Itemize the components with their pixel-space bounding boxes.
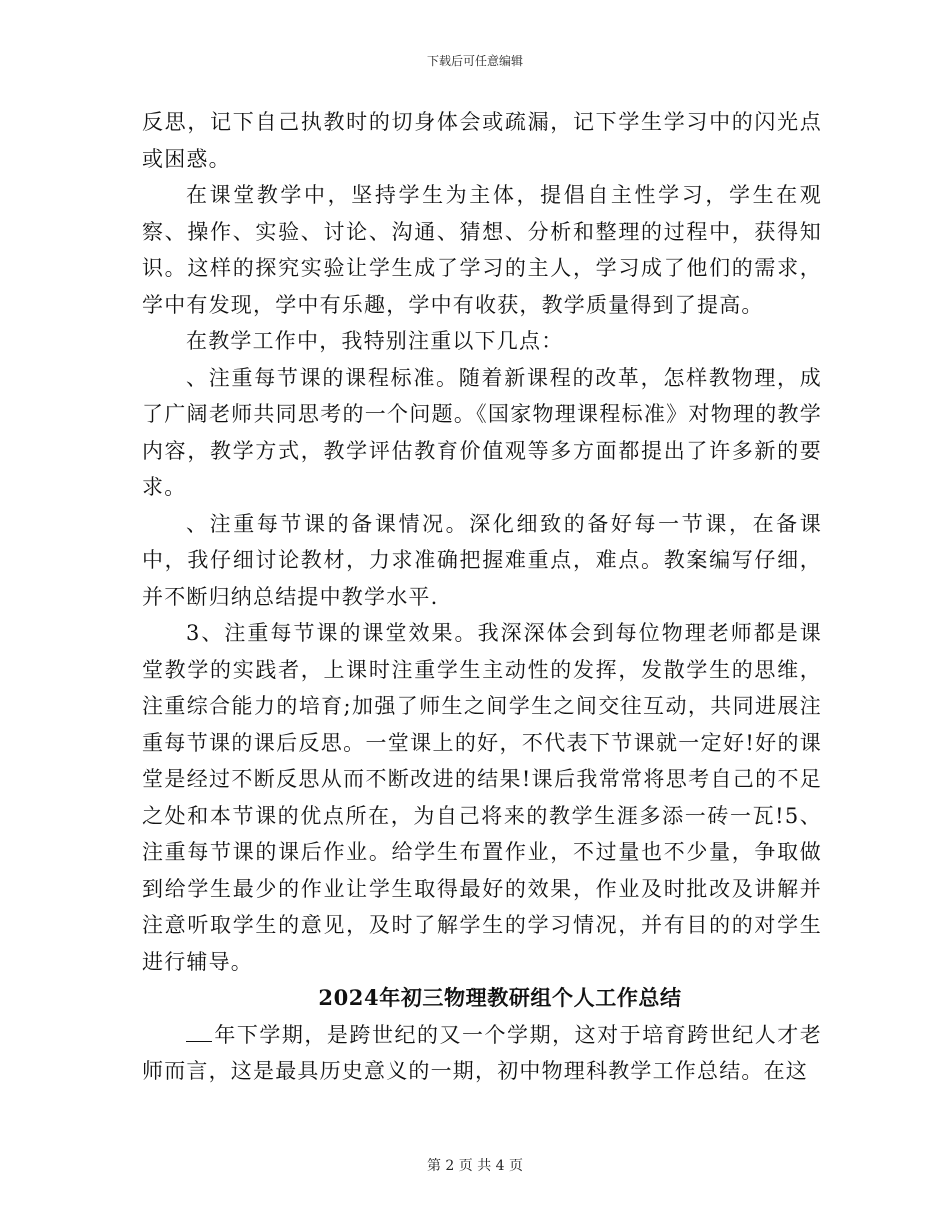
- paragraph-student-centered: 在课堂教学中，坚持学生为主体，提倡自主性学习，学生在观察、操作、实验、讨论、沟通、猜想、分析和整理的过程中，获得知识。这样的探究实验让学生成了学习的主人，学习成了他们的需求，学中有发现，学中有乐趣，学中有收获，教学质量得到了提高。: [142, 183, 822, 317]
- page-number-footer: 第 2 页 共 4 页: [426, 1158, 524, 1174]
- paragraph-classroom-effect: 3、注重每节课的课堂效果。我深深体会到每位物理老师都是课堂教学的实践者，上课时注重学生主动性的发挥，发散学生的思维，注重综合能力的培育;加强了师生之间学生之间交往互动，共同进展注重每节课的课后反思。一堂课上的好，不代表下节课就一定好!好的课堂是经过不断反思从而不断改进的结果!课后我常常将思考自己的不足之处和本节课的优点所在，为自己将来的教学生涯多添一砖一瓦!5、注重每节课的课后作业。给学生布置作业，不过量也不少量，争取做到给学生最少的作业让学生取得最好的效果，作业及时批改及讲解并注意听取学生的意见，及时了解学生的学习情况，并有目的的对学生进行辅导。: [142, 621, 822, 974]
- section-title: 2024年初三物理教研组个人工作总结: [318, 985, 682, 1010]
- document-body: [142, 104, 822, 1090]
- paragraph-semester-intro: [142, 1017, 822, 1090]
- semester-intro-text: 年下学期，是跨世纪的又一个学期，这对于培育跨世纪人才老师而言，这是最具历史意义的一期，初中物理科教学工作总结。在这: [142, 1022, 822, 1083]
- paragraph-reflection: 反思，记下自己执教时的切身体会或疏漏，记下学生学习中的闪光点或困惑。: [142, 110, 822, 171]
- paragraph-key-points-intro: 在教学工作中，我特别注重以下几点：: [186, 329, 564, 353]
- paragraph-curriculum-standard: 、注重每节课的课程标准。随着新课程的改革，怎样教物理，成了广阔老师共同思考的一个问题。《国家物理课程标准》对物理的教学内容，教学方式，教学评估教育价值观等多方面都提出了许多新的要求。: [142, 365, 822, 499]
- page-header: 下载后可任意编辑: [426, 54, 523, 68]
- paragraph-lesson-prep: 、注重每节课的备课情况。深化细致的备好每一节课，在备课中，我仔细讨论教材，力求准确把握难重点，难点。教案编写仔细，并不断归纳总结提中教学水平.: [142, 511, 822, 609]
- fill-in-blank: [186, 1023, 212, 1042]
